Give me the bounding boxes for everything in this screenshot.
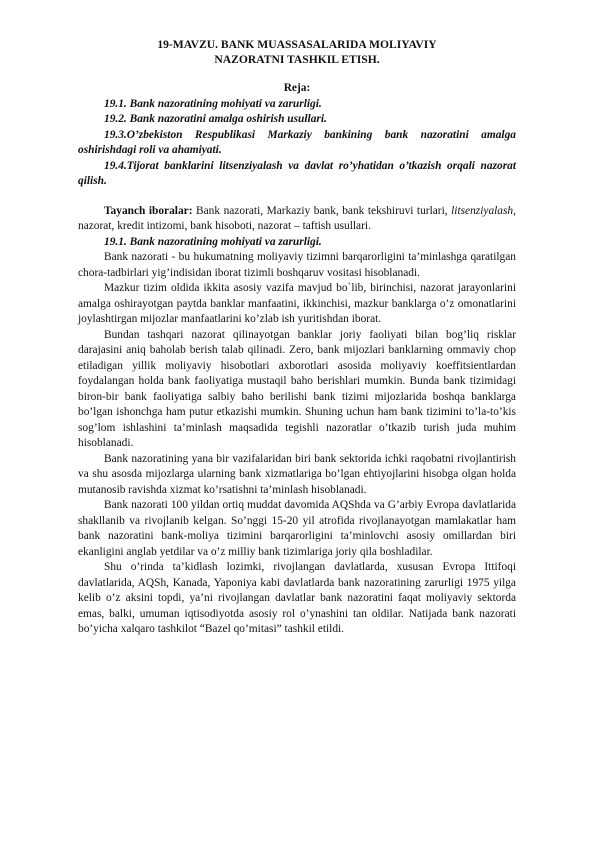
- section-heading: 19.1. Bank nazoratining mohiyati va zarurligi.: [104, 235, 322, 248]
- paragraph-6: Shu o’rinda ta’kidlash lozimki, rivojlangan davlatlarda, xususan Evropa Ittifoqi davlatlarida, AQSh, Kanada, Yaponiya kabi davlatlarda bank nazoratining zarurligi 1975 yilga kelib o’z aksini topdi, ya’ni rivojlangan davlatlar bank nazoratini faqat moliyaviy sektorda emas, balki, umuman iqtisodiyotda asosiy rol o’ynashini tan oldilar. Natijada bank nazorati bo’yicha xalqaro tashkilot “Bazel qo’mitasi” tashkil etildi.: [78, 561, 516, 635]
- keywords-paragraph: [78, 204, 516, 235]
- paragraph-5: Bank nazorati 100 yildan ortiq muddat davomida AQShda va G’arbiy Evropa davlatlarida shakllanib va rivojlanib kelgan. So’nggi 15-20 yil atrofida rivojlanayotgan mamlakatlar ham bank nazoratini bank-moliya tizimini barqarorligini ta’minlovchi asosiy omillardan biri ekanligini anglab yetdilar va o’z milliy bank tizimlariga joriy qila boshladilar.: [78, 499, 516, 558]
- title-line-1: 19-MAVZU. BANK MUASSASALARIDA MOLIYAVIY: [157, 38, 437, 51]
- document-title: [78, 37, 516, 67]
- keywords-italic-term: litsenziyalash: [451, 204, 514, 217]
- title-line-2: NAZORATNI TASHKIL ETISH.: [214, 53, 380, 66]
- plan-heading: Reja:: [283, 82, 311, 94]
- plan-item-1: 19.1. Bank nazoratining mohiyati va zarurligi.: [104, 97, 322, 110]
- keywords-part-2: , nazorat, kredit intizomi, bank hisoboti, nazorat – taftish usullari.: [78, 204, 516, 232]
- keywords-label: Tayanch iboralar:: [104, 204, 193, 217]
- plan-item-3: 19.3.O’zbekiston Respublikasi Markaziy bankining bank nazoratini amalga oshirishdagi roli va ahamiyati.: [78, 128, 516, 156]
- plan-item-2: 19.2. Bank nazoratini amalga oshirish usullari.: [104, 113, 327, 125]
- paragraph-1: Bank nazorati - bu hukumatning moliyaviy tizimni barqarorligini ta’minlashga qaratilgan chora-tadbirlari yig’indisidan iborat tizimli boshqaruv vositasi hisoblanadi.: [78, 251, 516, 279]
- keywords-part-1: Bank nazorati, Markaziy bank, bank tekshiruvi turlari,: [196, 204, 452, 217]
- paragraph-2: Mazkur tizim oldida ikkita asosiy vazifa mavjud bo`lib, birinchisi, nazorat jarayonlarini amalga oshirayotgan paytda banklar manfaatini, ikkinchisi, mazkur banklarga o’z omonatlarini joylashtirgan mijozlar manfaatlarini ko’zlab ish yuritishdan iborat.: [78, 282, 516, 325]
- paragraph-4: Bank nazoratining yana bir vazifalaridan biri bank sektorida ichki raqobatni rivojlantirish va shu asosda mijozlarga ularning bank xizmatlariga bo’lgan ehtiyojlarini hisobga olgan holda mutanosib ravishda xizmat ko’rsatishni ta’minlash hisoblanadi.: [78, 452, 516, 496]
- paragraph-3: Bundan tashqari nazorat qilinayotgan banklar joriy faoliyati bilan bog’liq risklar darajasini aniq baholab berish talab qilinadi. Zero, bank mijozlari banklarning ommaviy chop etiladigan yillik moliyaviy hisobotlari axborotlari asosida moliyaviy koeffitsientlardan foydalangan holda bank faoliyatiga mustaqil baho berishlari mumkin. Bunda bank tizimidagi biron-bir bank faoliyatiga salbiy baho berilishi bank tizimi mijozlarida boshqa banklarga bo’lgan ishonchga ham putur etkazishi mumkin. Shuning uchun ham bank tizimini to’la-to’kis sog’lom ishlashini ta’minlash maqsadida tegishli nazoratlar o’tkazib turish juda muhim hisoblanadi.: [78, 328, 516, 449]
- document-body: [78, 37, 516, 638]
- plan-item-4: 19.4.Tijorat banklarini litsenziyalash va davlat ro’yhatidan o’tkazish orqali nazorat qilish.: [78, 159, 516, 187]
